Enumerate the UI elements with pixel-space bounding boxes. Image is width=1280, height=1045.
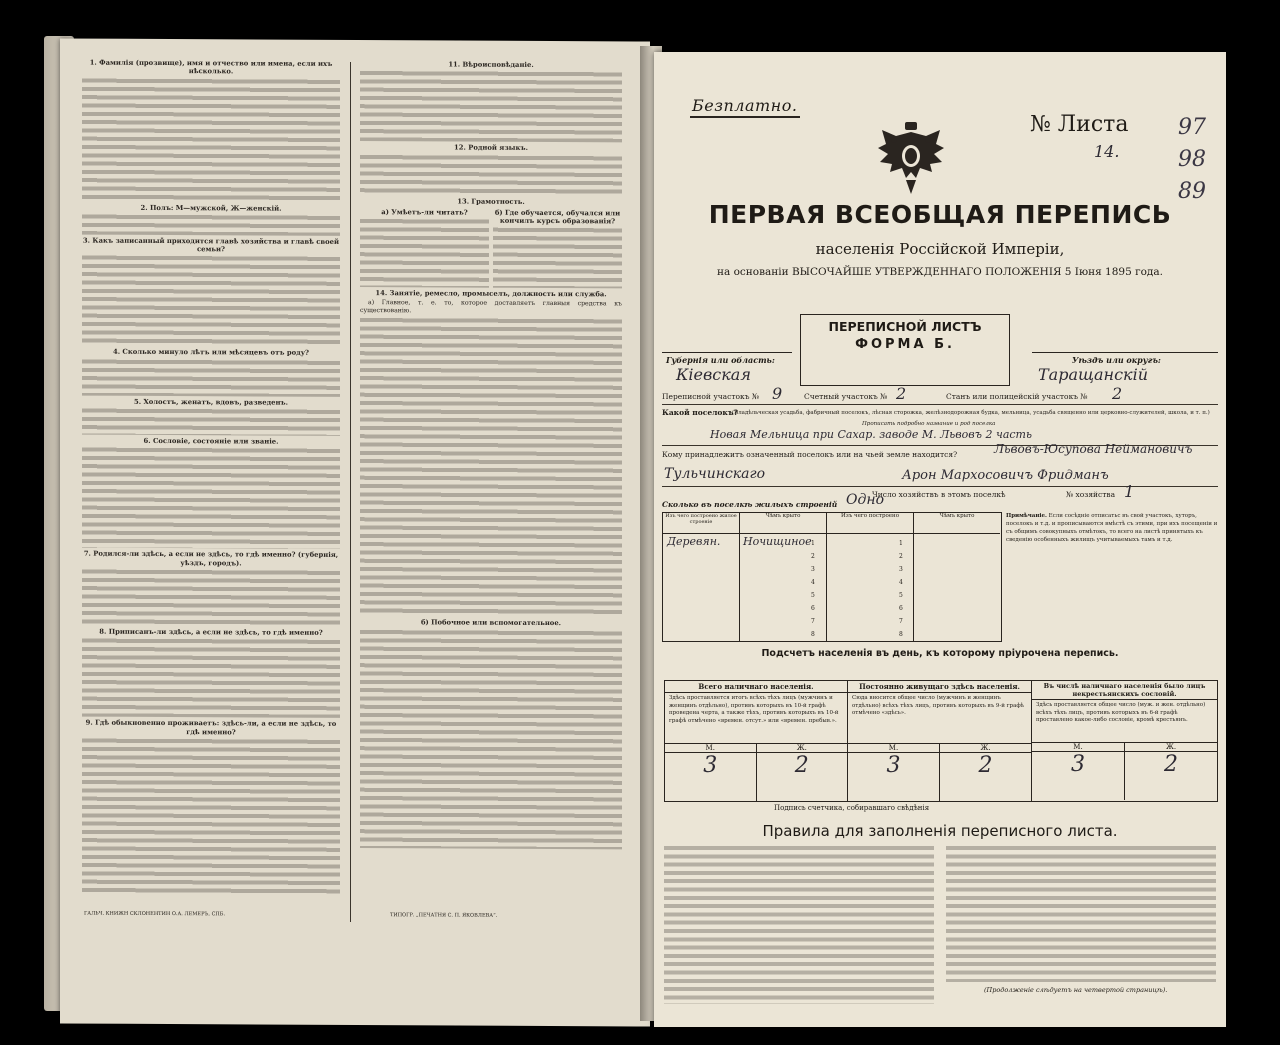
left-column-1	[82, 57, 340, 894]
mf-values	[665, 753, 847, 801]
pop-column-total	[665, 681, 848, 801]
pop-column-text: Здѣсь проставляется общее число (муж. и жен. отдѣльно) всѣхъ тѣхъ лицъ, противъ которыхъ въ 6-й графѣ проставлено какое-либо сословіе, кромѣ крестьянъ.	[1036, 702, 1206, 723]
rules-column-2	[946, 844, 1216, 982]
district-value: Таращанскій	[1038, 365, 1149, 384]
owner-value-2: Тульчинскаго	[664, 466, 765, 482]
heading-literacy: 13. Грамотность.	[457, 197, 525, 206]
population-table	[664, 680, 1218, 802]
row-number: 8	[811, 631, 815, 638]
instruction-text	[82, 76, 340, 202]
census-section-value: 9	[772, 384, 783, 403]
settlement-label: Какой поселокъ?	[662, 408, 738, 417]
non-peasant-male: 3	[1032, 752, 1125, 800]
male-label: М.	[1032, 743, 1125, 751]
table-rule	[739, 533, 740, 641]
form-line	[662, 486, 1218, 487]
province-box	[662, 352, 792, 385]
stan-value: 2	[1112, 384, 1123, 403]
pop-column-text: Здѣсь проставляется итогъ всѣхъ тѣхъ лицъ (мужчинъ и женщинъ отдѣльно), противъ которыхъ въ 10-й графѣ проведена черта, а также тѣхъ, противъ которыхъ въ 10-й графѣ отмѣчено «времен. отсут.» или «времен. пребыв.».	[669, 695, 839, 724]
pop-column-head: Постоянно живущаго здѣсь населенія.	[848, 681, 1031, 693]
male-label: М.	[848, 744, 940, 752]
owner-label: Кому принадлежитъ означенный поселокъ или на чьей земле находится?	[662, 450, 958, 459]
permanent-male: 3	[848, 753, 940, 801]
imperial-eagle-emblem	[876, 122, 946, 200]
mf-header	[1032, 742, 1217, 752]
mf-values	[848, 753, 1031, 801]
count-section-label: Счетный участокъ №	[804, 392, 888, 401]
settlement-hint-2: Прописать подробно название и род поселка	[862, 421, 996, 427]
female-label: Ж.	[1165, 743, 1177, 751]
instruction-text	[493, 226, 622, 289]
heading-surname: 1. Фамилія (прозвище), имя и отчество или имена, если ихъ нѣсколько.	[89, 58, 333, 76]
instruction-text	[82, 446, 340, 549]
row-numbers	[811, 537, 815, 641]
left-page	[60, 38, 650, 1026]
archive-page-numbers	[1178, 112, 1206, 208]
form-title: ПЕРЕПИСНОЙ ЛИСТЪ	[828, 319, 982, 334]
settlement-value: Новая Мельница при Сахар. заводе М. Львовъ 2 часть	[710, 428, 1032, 441]
left-page-printer: ТИПОГР. „ПЕЧАТНЯ С. П. ЯКОВЛЕВА“.	[390, 912, 498, 919]
row-number: 3	[899, 566, 903, 573]
instruction-text	[360, 153, 622, 196]
census-title: ПЕРВАЯ ВСЕОБЩАЯ ПЕРЕПИСЬ	[708, 200, 1172, 229]
rules-continued: (Продолженіе слѣдуетъ на четвертой страницѣ).	[984, 986, 1168, 994]
heading-marital: 5. Холостъ, женатъ, вдовъ, разведенъ.	[133, 397, 289, 407]
archive-number: 98	[1178, 147, 1206, 172]
heading-religion: 11. Вѣроисповѣданіе.	[448, 60, 534, 69]
free-label-underline	[690, 116, 800, 118]
left-page-imprint: ГАЛЬЧ. КНИЖН СКЛОНЕНТИН О.А. ЛЕМЕРЪ, СПБ.	[84, 910, 226, 918]
total-female: 2	[794, 753, 809, 778]
instruction-text	[82, 407, 340, 436]
instruction-text	[360, 69, 622, 142]
household-number-label: № хозяйства	[1066, 490, 1116, 499]
heading-estate: 6. Сословіе, состояніе или званіе.	[143, 436, 279, 446]
instruction-text	[360, 628, 622, 849]
archive-number: 97	[1178, 115, 1206, 140]
row-number: 4	[811, 579, 815, 586]
instruction-text	[360, 316, 622, 617]
rules-column-1	[664, 844, 934, 1004]
occupation-main: а) Главное, т. е. то, которое доставляетъ главныя средства къ существованію.	[360, 298, 622, 315]
right-page	[654, 52, 1226, 1027]
pop-column-head: Всего наличнаго населенія.	[665, 681, 847, 693]
instruction-text	[82, 212, 340, 235]
table-note	[1006, 512, 1218, 544]
row-number: 1	[899, 540, 903, 547]
heading-education: б) Где обучается, обучался или кончилъ курсъ образованія?	[494, 208, 621, 226]
owner-value-3: Арон Мархосовичъ Фридманъ	[902, 468, 1109, 483]
table-header: Изъ чего построено жилое строеніе	[663, 513, 740, 534]
heading-sex: 2. Полъ: М—мужской, Ж—женскій.	[140, 203, 282, 213]
instruction-text	[82, 568, 340, 627]
row-number: 5	[811, 592, 815, 599]
province-label: Губернія или область:	[666, 355, 775, 365]
rules-title: Правила для заполненія переписного листа.	[762, 822, 1118, 840]
population-title: Подсчетъ населенія въ день, къ которому пріурочена перепись.	[761, 648, 1119, 659]
heading-registered: 8. Приписанъ-ли здѣсь, а если не здѣсь, то гдѣ именно?	[99, 627, 323, 637]
instruction-text	[360, 217, 489, 288]
sheet-number-label: № Листа	[1030, 112, 1129, 137]
heading-occupation: 14. Занятіе, ремесло, промыселъ, должность или служба.	[375, 289, 607, 299]
heading-residence: 9. Гдѣ обыкновенно проживаетъ: здѣсь-ли, а если не здѣсь, то гдѣ именно?	[85, 718, 337, 736]
pop-column-text: Сюда вносится общее число (мужчинъ и женщинъ отдѣльно) всѣхъ тѣхъ лицъ, противъ которыхъ въ 9-й графѣ отмѣчено «здѣсь».	[852, 695, 1024, 716]
non-peasant-female: 2	[1164, 752, 1178, 777]
row-number: 5	[899, 592, 903, 599]
row-number: 2	[811, 553, 815, 560]
mf-header	[848, 743, 1031, 753]
settlement-hint: (Владѣльческая усадьба, фабричный поселокъ, лѣсная сторожка, желѣзнодорожная будка, мельница, усадьба священно или церковно-служителей, школа, и т. п.)	[732, 410, 1210, 416]
census-subtitle: населенія Россійской Имперіи,	[815, 240, 1065, 258]
row-number: 8	[899, 631, 903, 638]
stan-label: Станъ или полицейскій участокъ №	[946, 392, 1088, 401]
heading-age: 4. Сколько минуло лѣтъ или мѣсяцевъ отъ роду?	[112, 348, 310, 358]
province-value: Кіевская	[676, 365, 751, 384]
building-material: Деревян.	[667, 535, 721, 548]
table-rule	[826, 533, 827, 641]
literacy-subsections	[360, 206, 622, 289]
owner-value-1: Львовъ-Юсупова Неймановичъ	[994, 442, 1193, 456]
heading-birthplace: 7. Родился-ли здѣсь, а если не здѣсь, то гдѣ именно? (губернія, уѣздъ, городъ).	[83, 549, 339, 568]
male-label: М.	[665, 744, 757, 752]
row-number: 6	[899, 605, 903, 612]
female-label: Ж.	[980, 744, 991, 752]
table-header: Изъ чего построено	[827, 513, 914, 534]
row-number: 1	[811, 540, 815, 547]
row-number: 4	[899, 579, 903, 586]
district-label: Уѣздъ или округъ:	[1072, 355, 1161, 365]
mf-values	[1032, 752, 1217, 800]
sheet-number-handwritten: 14.	[1094, 142, 1120, 161]
form-name: ФОРМА Б.	[855, 337, 955, 352]
heading-relation: 3. Какъ записанный приходится главѣ хозяйства и главѣ своей семьи?	[82, 236, 340, 254]
row-numbers	[899, 537, 903, 641]
pop-column-head: Въ числѣ наличнаго населенія было лицъ некрестьянскихъ сословій.	[1032, 681, 1217, 700]
rules-text	[664, 844, 934, 1004]
enumerator-signature-label: Подпись счетчика, собиравшаго свѣдѣнія	[774, 804, 930, 812]
census-basis: на основаніи ВЫСОЧАЙШЕ УТВЕРЖДЕННАГО ПОЛОЖЕНІЯ 5 Іюня 1895 года.	[716, 266, 1163, 278]
free-label: Безплатно.	[692, 96, 798, 115]
total-male: 3	[665, 753, 757, 801]
instruction-text	[82, 637, 340, 718]
row-number: 3	[811, 566, 815, 573]
archive-number: 89	[1178, 179, 1206, 204]
permanent-female: 2	[978, 753, 993, 778]
buildings-value: Одно	[846, 492, 885, 508]
census-section-label: Переписной участокъ №	[662, 392, 759, 401]
female-label: Ж.	[796, 744, 807, 752]
row-number: 6	[811, 605, 815, 612]
note-label: Примѣчаніе.	[1006, 513, 1047, 519]
instruction-text	[82, 254, 340, 347]
household-number-value: 1	[1124, 482, 1135, 501]
form-title-box	[800, 314, 1010, 386]
heading-can-read: а) Умѣетъ-ли читать?	[381, 208, 468, 217]
district-box	[1032, 352, 1218, 385]
row-number: 7	[899, 618, 903, 625]
column-divider	[350, 62, 351, 922]
instruction-text	[82, 357, 340, 396]
form-line	[662, 404, 1218, 405]
pop-column-permanent	[848, 681, 1032, 801]
heading-occupation-secondary: б) Побочное или вспомогательное.	[420, 618, 562, 628]
left-column-2	[360, 58, 622, 849]
table-rule	[913, 533, 914, 641]
building-roof: Ночищиное	[743, 535, 812, 548]
buildings-label: Сколько въ поселкѣ жилыхъ строеній	[662, 500, 838, 509]
table-header: Чѣмъ крыто	[740, 513, 827, 534]
rules-text	[946, 844, 1216, 982]
row-number: 2	[899, 553, 903, 560]
heading-language: 12. Родной языкъ.	[454, 143, 528, 153]
instruction-text	[82, 736, 340, 893]
note-text: Если сосѣдніе отписатьс въ свой участокъ, хуторъ, поселокъ и т.д. и прописываются вмѣстѣ съ этими, при ихъ посещеніи и съ общимъ совокупныхъ отмѣтокъ, то всего на листѣ принятыхъ къ сведенію особенныхъ жилищъ учитываемыхъ тамъ и т.д.	[1006, 513, 1218, 543]
row-number: 7	[811, 618, 815, 625]
buildings-table	[662, 512, 1002, 642]
count-section-value: 2	[896, 384, 907, 403]
mf-header	[665, 743, 847, 753]
table-header: Чѣмъ крыто	[914, 513, 1000, 534]
households-label: Число хозяйствъ в этомъ поселкѣ	[872, 490, 1006, 499]
pop-column-non-peasant	[1032, 681, 1217, 801]
